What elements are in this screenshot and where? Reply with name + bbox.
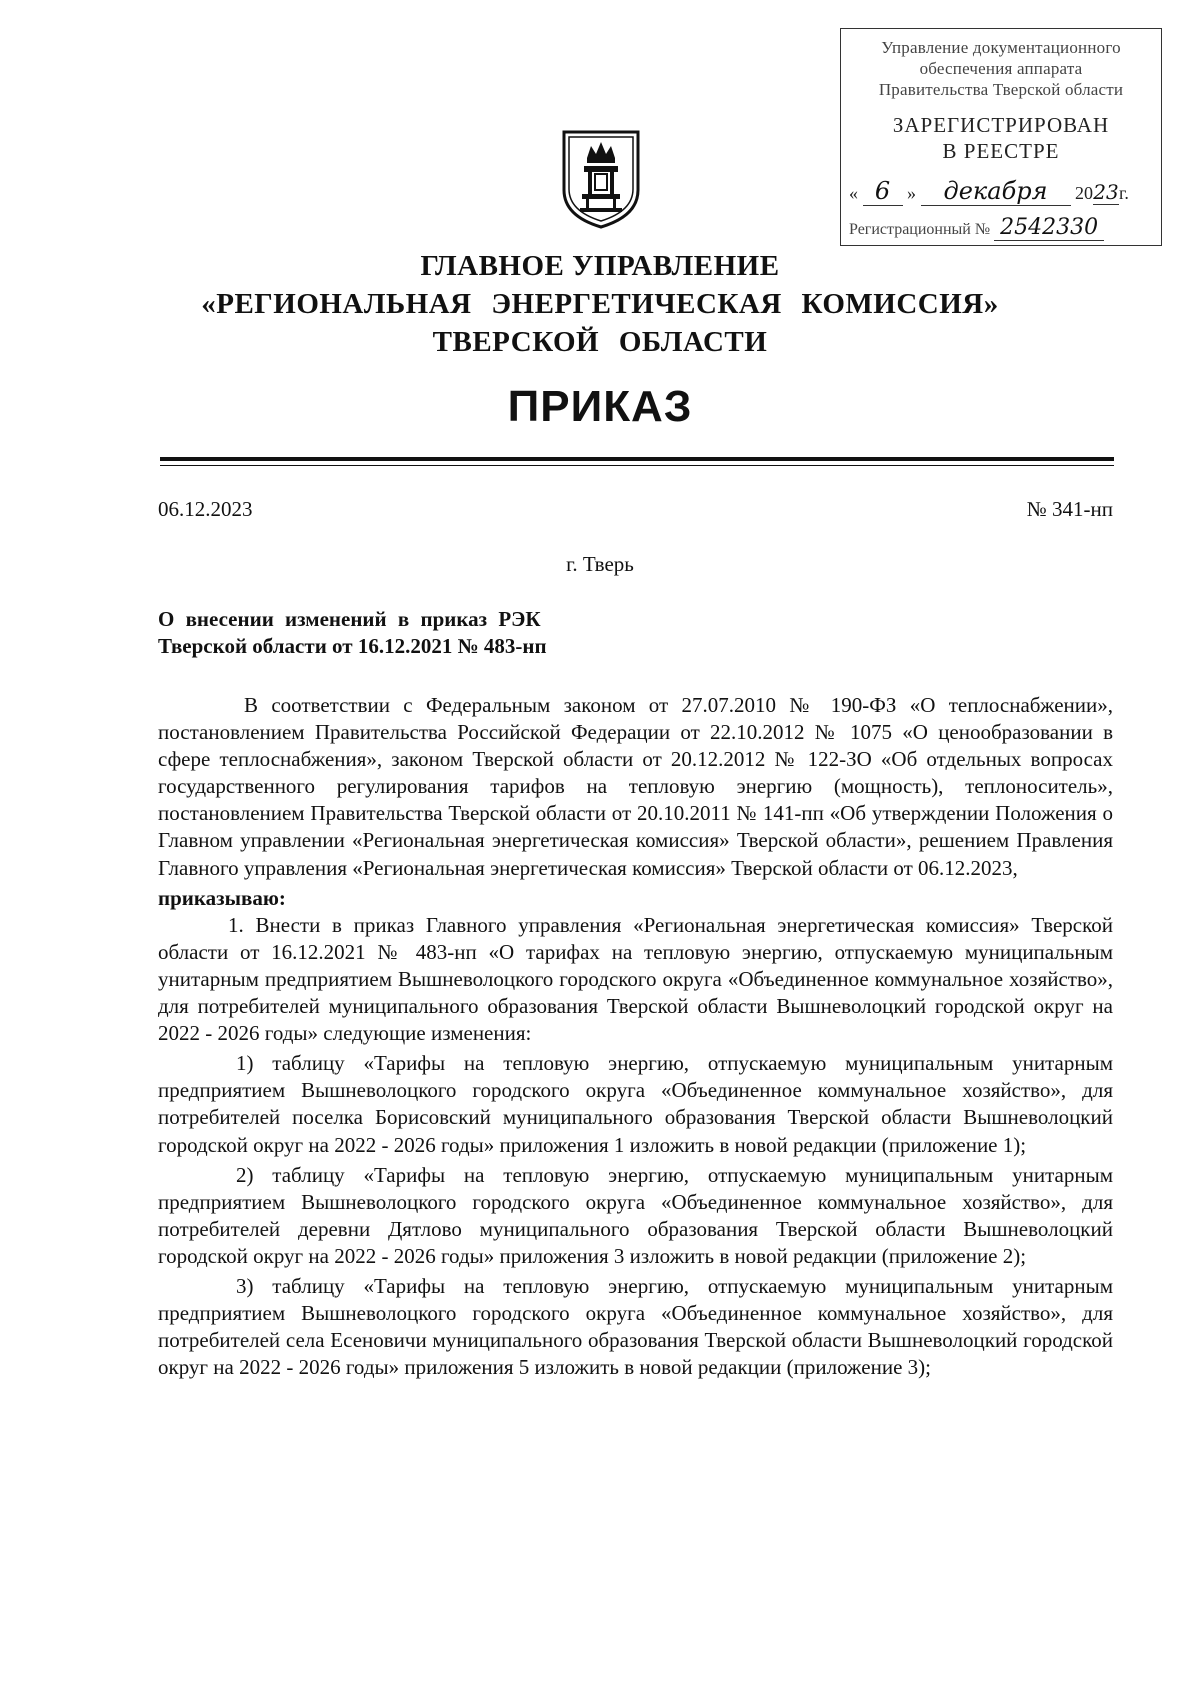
stamp-quote-open: « xyxy=(849,183,858,203)
stamp-date-row xyxy=(849,177,1155,207)
coat-of-arms-emblem-icon xyxy=(560,128,642,230)
stamp-day-handwritten: 6 xyxy=(863,177,903,206)
header-divider-thick xyxy=(160,457,1114,461)
item-1-paragraph: 1. Внести в приказ Главного управления «Региональная энергетическая комиссия» Тверской области от 16.12.2021 № 483-нп «О тарифах на тепловую энергию, отпускаемую муниципальным унитарным предприятием Вышневолоцкого городского округа «Объединенное коммунальное хозяйство», для потребителей муниципального образования Тверской области Вышневолоцкий городской округ на 2022 - 2026 годы» следующие изменения: xyxy=(158,912,1113,1046)
stamp-month-handwritten: декабря xyxy=(921,177,1071,206)
document-subject xyxy=(158,606,678,660)
stamp-quote-close: » xyxy=(907,183,916,203)
stamp-registered-line2: В РЕЕСТРЕ xyxy=(942,139,1060,163)
document-date: 06.12.2023 xyxy=(158,497,253,521)
subitem-2-paragraph: 2) таблицу «Тарифы на тепловую энергию, отпускаемую муниципальным унитарным предприятием Вышневолоцкого городского округа «Объединенное коммунальное хозяйство», для потребителей деревни Дятлово муниципального образования Тверской области Вышневолоцкий городской округ на 2022 - 2026 годы» приложения 3 изложить в новой редакции (приложение 2); xyxy=(158,1162,1113,1268)
stamp-department-line2: обеспечения аппарата xyxy=(919,59,1083,78)
intro-paragraph: В соответствии с Федеральным законом от 27.07.2010 № 190-ФЗ «О теплоснабжении», постановлением Правительства Российской Федерации от 22.10.2012 № 1075 «О ценообразовании в сфере теплоснабжения», законом Тверской области от 20.12.2012 № 122-ЗО «Об отдельных вопросах государственного регулирования тарифов на тепловую энергию (мощность), теплоноситель», постановлением Правительства Тверской области от 20.10.2011 № 141-пп «Об утверждении Положения о Главном управлении «Региональная энергетическая комиссия» Тверской области», решением Правления Главного управления «Региональная энергетическая комиссия» Тверской области от 06.12.2023, xyxy=(158,693,1113,880)
stamp-regnum-handwritten: 2542330 xyxy=(994,215,1104,241)
registration-stamp xyxy=(840,28,1162,246)
document-body xyxy=(158,692,1113,1384)
document-type-title: ПРИКАЗ xyxy=(507,382,693,431)
subitem-1-paragraph: 1) таблицу «Тарифы на тепловую энергию, отпускаемую муниципальным унитарным предприятием Вышневолоцкого городского округа «Объединенное коммунальное хозяйство», для потребителей поселка Борисовский муниципального образования Тверской области Вышневолоцкий городской округ на 2022 - 2026 годы» приложения 1 изложить в новой редакции (приложение 1); xyxy=(158,1051,1113,1157)
stamp-year-unit: г. xyxy=(1119,183,1129,203)
stamp-year-prefix: 20 xyxy=(1075,183,1093,203)
document-city: г. Тверь xyxy=(566,552,634,576)
org-name-line3: ТВЕРСКОЙ ОБЛАСТИ xyxy=(432,326,768,358)
subject-line1: О внесении изменений в приказ РЭК xyxy=(158,607,541,631)
org-name-line2: «РЕГИОНАЛЬНАЯ ЭНЕРГЕТИЧЕСКАЯ КОМИССИЯ» xyxy=(201,288,999,320)
order-word: приказываю: xyxy=(158,885,286,910)
header-divider-thin xyxy=(160,465,1114,466)
stamp-department-line3: Правительства Тверской области xyxy=(878,80,1124,99)
stamp-registered-line1: ЗАРЕГИСТРИРОВАН xyxy=(892,113,1110,137)
stamp-year-handwritten: 23 xyxy=(1093,180,1119,204)
subitem-3-paragraph: 3) таблицу «Тарифы на тепловую энергию, отпускаемую муниципальным унитарным предприятием Вышневолоцкого городского округа «Объединенное коммунальное хозяйство», для потребителей села Есеновичи муниципального образования Тверской области Вышневолоцкий городской округ на 2022 - 2026 годы» приложения 5 изложить в новой редакции (приложение 3); xyxy=(158,1273,1113,1380)
stamp-department-line1: Управление документационного xyxy=(881,38,1121,57)
document-number: № 341-нп xyxy=(1026,497,1113,521)
subject-line2: Тверской области от 16.12.2021 № 483-нп xyxy=(158,634,547,658)
stamp-regnum-label: Регистрационный № xyxy=(849,221,991,238)
org-name-line1: ГЛАВНОЕ УПРАВЛЕНИЕ xyxy=(420,250,780,282)
stamp-regnum-row xyxy=(849,215,1155,243)
